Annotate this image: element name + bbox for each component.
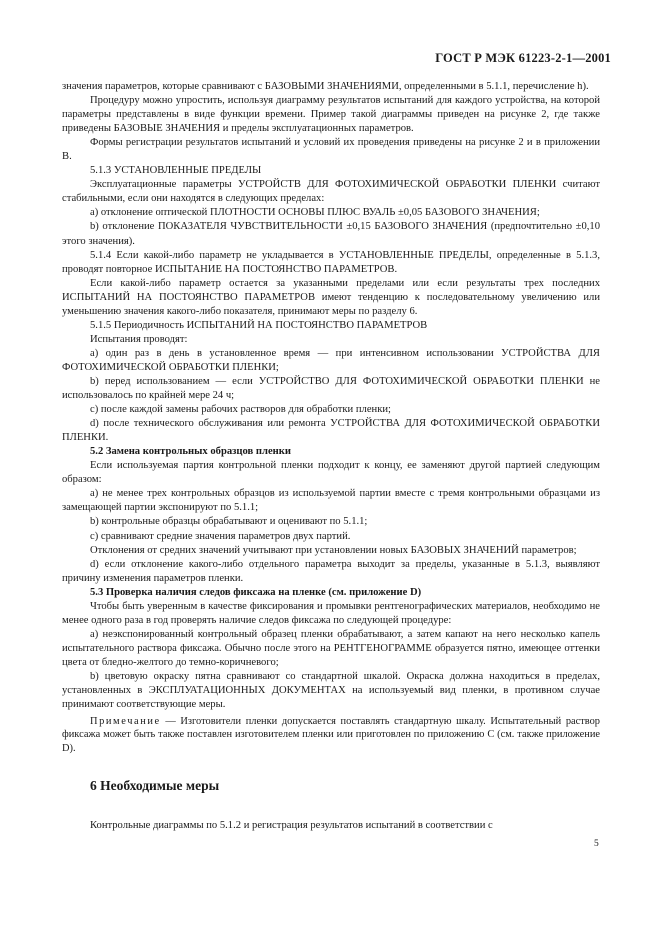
paragraph: Если используемая партия контрольной пленки подходит к концу, ее заменяют другой партией следующим образом: [62, 460, 600, 486]
paragraph: c) после каждой замены рабочих растворов для обработки пленки; [90, 404, 391, 416]
paragraph: 5.1.5 Периодичность ИСПЫТАНИЙ НА ПОСТОЯНСТВО ПАРАМЕТРОВ [90, 319, 428, 331]
page-number: 5 [594, 839, 599, 849]
paragraph: c) сравнивают средние значения параметров двух партий. [90, 530, 351, 542]
section-text: Контрольные диаграммы по 5.1.2 и регистрация результатов испытаний в соответствии с [90, 819, 493, 831]
paragraph: a) отклонение оптической ПЛОТНОСТИ ОСНОВЫ ПЛЮС ВУАЛЬ ±0,05 БАЗОВОГО ЗНАЧЕНИЯ; [90, 207, 540, 219]
paragraph: 5.1.3 УСТАНОВЛЕННЫЕ ПРЕДЕЛЫ [90, 165, 262, 177]
paragraph: b) перед использованием — если УСТРОЙСТВО ДЛЯ ФОТОХИМИЧЕСКОЙ ОБРАБОТКИ ПЛЕНКИ не использовалось по крайней мере 24 ч; [62, 375, 600, 402]
paragraph: Испытания проводят: [90, 333, 188, 345]
paragraph: b) цветовую окраску пятна сравнивают со стандартной шкалой. Окраска должна находиться в пределах, установленных в ЭКСПЛУАТАЦИОННЫХ ДОКУМЕНТАХ на используемый вид пленки, в противном случае принимают соответствующие меры. [62, 670, 600, 711]
paragraph: a) неэкспонированный контрольный образец пленки обрабатывают, а затем капают на него несколько капель испытательного раствора фиксажа. Обычно после этого на РЕНТГЕНОГРАММЕ образуется пятно, имеющее оттенки цвета от бледно-желтого до темно-коричневого; [62, 628, 600, 668]
note-text: — Изготовители пленки допускается поставлять стандартную шкалу. Испытательный раствор фиксажа может быть также поставлен изготовителем пленки или приготовлен по приложению С (см. также приложение D). [62, 716, 600, 754]
paragraph: a) не менее трех контрольных образцов из используемой партии вместе с тремя контрольными образцами из замещающей партии экспонируют по 5.1.1; [62, 488, 600, 514]
paragraph: значения параметров, которые сравнивают с БАЗОВЫМИ ЗНАЧЕНИЯМИ, определенными в 5.1.1, перечисление h). [62, 81, 589, 92]
paragraph: 5.3 Проверка наличия следов фиксажа на пленке (см. приложение D) [90, 586, 422, 598]
note-paragraph [62, 715, 600, 755]
paragraph: Если какой-либо параметр остается за указанными пределами или если результаты трех последних ИСПЫТАНИЙ НА ПОСТОЯНСТВО ПАРАМЕТРОВ имеют тенденцию к последовательному увеличению или уменьшению значения какого-либо показателя, принимают меры по разделу 6. [62, 277, 600, 317]
paragraph: Формы регистрации результатов испытаний и условий их проведения приведены на рисунке 2 и в приложении В. [62, 137, 600, 163]
note-label: Примечание [90, 716, 161, 728]
paragraph: 5.1.4 Если какой-либо параметр не укладывается в УСТАНОВЛЕННЫЕ ПРЕДЕЛЫ, определенные в 5.1.3, проводят повторное ИСПЫТАНИЕ НА ПОСТОЯНСТВО ПАРАМЕТРОВ. [62, 249, 600, 275]
document-body [62, 80, 600, 833]
document-header: ГОСТ Р МЭК 61223-2-1—2001 [435, 51, 611, 65]
paragraph: d) после технического обслуживания или ремонта УСТРОЙСТВА ДЛЯ ФОТОХИМИЧЕСКОЙ ОБРАБОТКИ ПЛЕНКИ. [62, 418, 600, 444]
paragraph: Отклонения от средних значений учитывают при установлении новых БАЗОВЫХ ЗНАЧЕНИЙ параметров; [90, 544, 577, 556]
paragraph: b) отклонение ПОКАЗАТЕЛЯ ЧУВСТВИТЕЛЬНОСТИ ±0,15 БАЗОВОГО ЗНАЧЕНИЯ (предпочтительно ±0,10 этого значения). [62, 221, 600, 247]
section-heading: 6 Необходимые меры [90, 777, 220, 793]
paragraph: Эксплуатационные параметры УСТРОЙСТВ ДЛЯ ФОТОХИМИЧЕСКОЙ ОБРАБОТКИ ПЛЕНКИ считают стабильными, если они находятся в следующих пределах: [62, 179, 600, 205]
paragraph-list [62, 80, 600, 712]
paragraph: Чтобы быть уверенным в качестве фиксирования и промывки рентгенографических материалов, необходимо не менее одного раза в год проверять наличие следов фиксажа по следующей процедуре: [62, 600, 600, 626]
paragraph: 5.2 Замена контрольных образцов пленки [90, 446, 291, 458]
paragraph: b) контрольные образцы обрабатывают и оценивают по 5.1.1; [90, 516, 368, 528]
paragraph: Процедуру можно упростить, используя диаграмму результатов испытаний для каждого устройства, на которой параметры представлены в виде функции времени. Пример такой диаграммы приведен на рисунке 2, где также приведены БАЗОВЫЕ ЗНАЧЕНИЯ и пределы эксплуатационных параметров. [62, 95, 600, 135]
paragraph: a) один раз в день в установленное время — при интенсивном использовании УСТРОЙСТВА ДЛЯ ФОТОХИМИЧЕСКОЙ ОБРАБОТКИ ПЛЕНКИ; [62, 347, 600, 373]
paragraph: d) если отклонение какого-либо отдельного параметра выходит за пределы, указанные в 5.1.3, выявляют причину изменения параметров пленки. [62, 558, 600, 584]
